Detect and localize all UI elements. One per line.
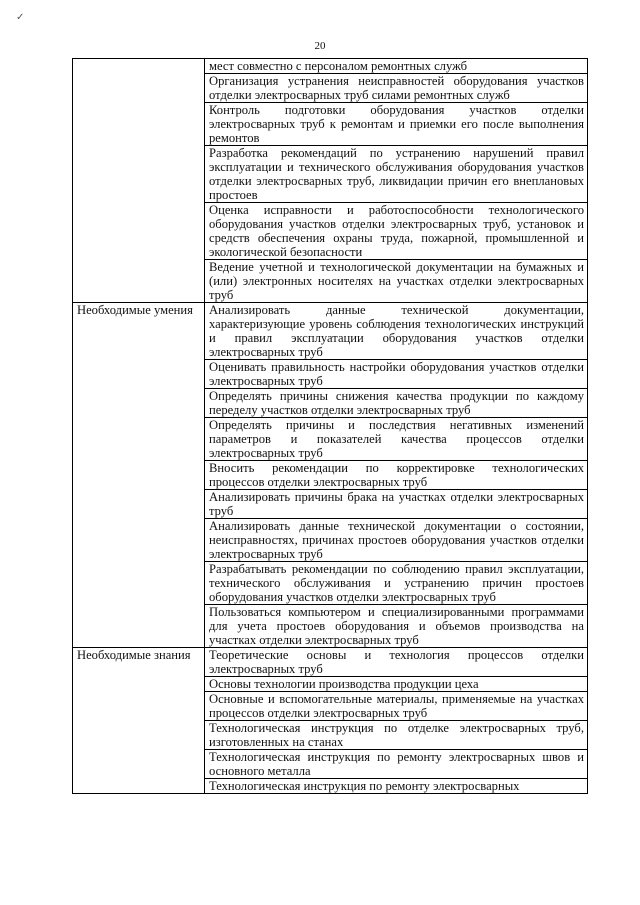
requirement-item: Основы технологии производства продукции цеха (205, 677, 588, 692)
section-label-cell (73, 59, 205, 303)
requirement-item: Разработка рекомендаций по устранению нарушений правил эксплуатации и технического обслуживания оборудования участков отделки электросварных труб, ликвидации причин его внеплановых простоев (205, 146, 588, 203)
requirement-item: Оценивать правильность настройки оборудования участков отделки электросварных труб (205, 360, 588, 389)
qualification-requirements-table (72, 58, 588, 794)
requirement-item: Анализировать данные технической документации, характеризующие уровень соблюдения технологических инструкций и правил эксплуатации оборудования участков отделки электросварных труб (205, 303, 588, 360)
table-row (73, 303, 588, 360)
section-label-cell: Необходимые знания (73, 648, 205, 794)
requirement-item: Основные и вспомогательные материалы, применяемые на участках процессов отделки электросварных труб (205, 692, 588, 721)
requirement-item: Оценка исправности и работоспособности технологического оборудования участков отделки электросварных труб, установок и средств обеспечения охраны труда, пожарной, промышленной и экологической безопасности (205, 203, 588, 260)
requirement-item: Технологическая инструкция по ремонту электросварных швов и основного металла (205, 750, 588, 779)
table-row (73, 648, 588, 677)
requirement-item: Технологическая инструкция по отделке электросварных труб, изготовленных на станах (205, 721, 588, 750)
section-label-cell: Необходимые умения (73, 303, 205, 648)
requirement-item: мест совместно с персоналом ремонтных служб (205, 59, 588, 74)
requirement-item: Вносить рекомендации по корректировке технологических процессов отделки электросварных труб (205, 461, 588, 490)
requirement-item: Теоретические основы и технология процессов отделки электросварных труб (205, 648, 588, 677)
corner-check-mark: ✓ (16, 12, 25, 23)
table-row (73, 59, 588, 74)
requirement-item: Определять причины снижения качества продукции по каждому переделу участков отделки электросварных труб (205, 389, 588, 418)
table-body (73, 59, 588, 794)
requirement-item: Анализировать причины брака на участках отделки электросварных труб (205, 490, 588, 519)
requirement-item: Определять причины и последствия негативных изменений параметров и показателей качества процессов отделки электросварных труб (205, 418, 588, 461)
requirement-item: Ведение учетной и технологической документации на бумажных и (или) электронных носителях на участках отделки электросварных труб (205, 260, 588, 303)
requirement-item: Технологическая инструкция по ремонту электросварных (205, 779, 588, 794)
requirement-item: Организация устранения неисправностей оборудования участков отделки электросварных труб силами ремонтных служб (205, 74, 588, 103)
requirement-item: Анализировать данные технической документации о состоянии, неисправностях, причинах простоев оборудования участков отделки электросварных труб (205, 519, 588, 562)
requirement-item: Разрабатывать рекомендации по соблюдению правил эксплуатации, технического обслуживания и устранению причин простоев оборудования участков отделки электросварных труб (205, 562, 588, 605)
requirement-item: Контроль подготовки оборудования участков отделки электросварных труб к ремонтам и приемки его после выполнения ремонтов (205, 103, 588, 146)
page-number: 20 (314, 40, 326, 52)
requirement-item: Пользоваться компьютером и специализированными программами для учета простоев оборудования и объемов производства на участках отделки электросварных труб (205, 605, 588, 648)
